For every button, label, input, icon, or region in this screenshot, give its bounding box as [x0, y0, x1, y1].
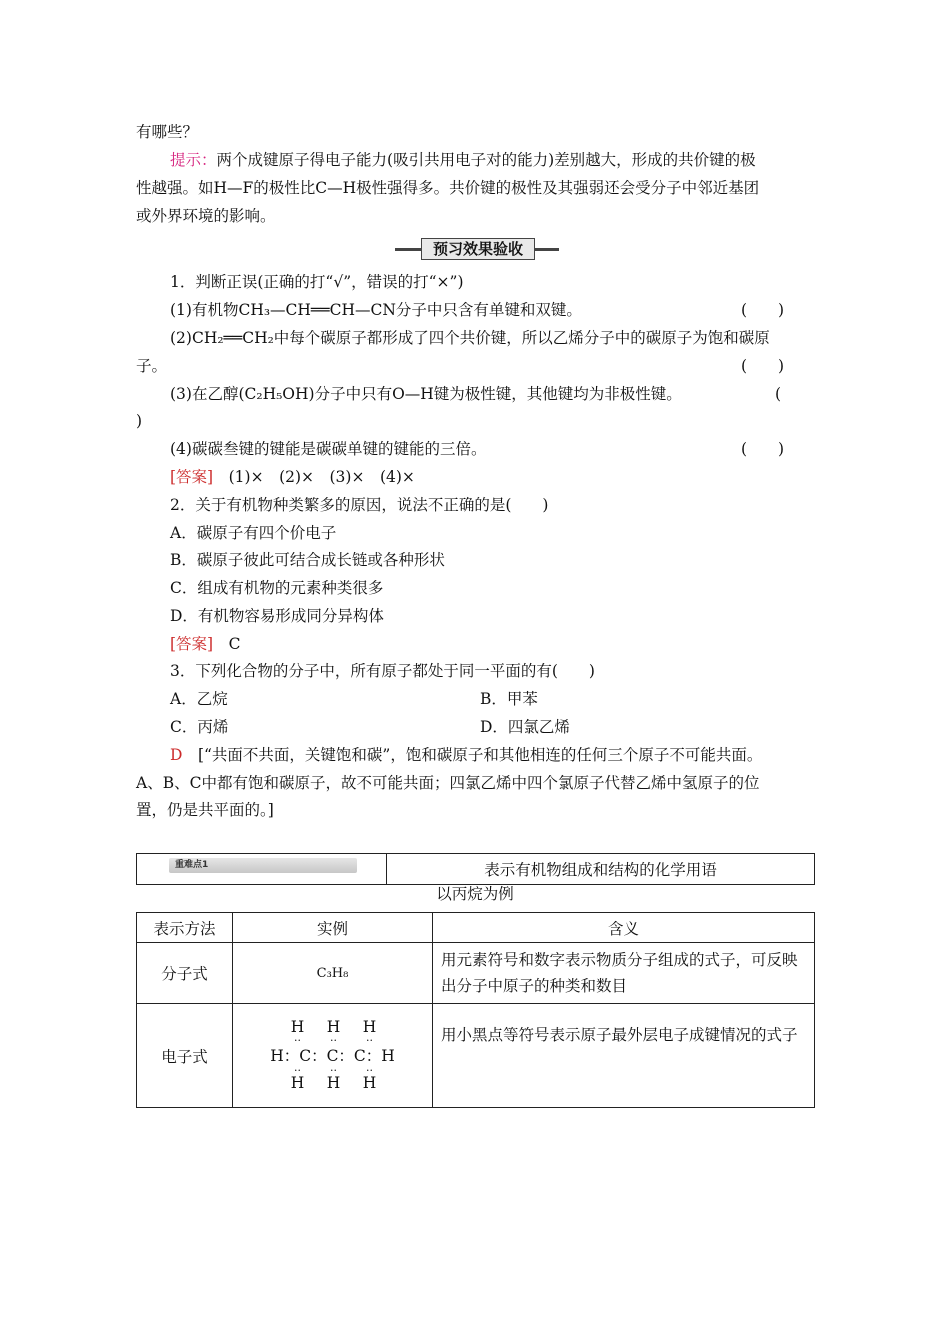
- section-banner: [395, 238, 559, 260]
- q3-option-d: D．四氯乙烯: [480, 718, 570, 736]
- header-method: 表示方法: [137, 913, 233, 943]
- q3-answer-letter: D: [170, 746, 183, 764]
- q3-explain-2: A、B、C中都有饱和碳原子，故不可能共面；四氯乙烯中四个氯原子代替乙烯中氢原子的位: [136, 774, 760, 792]
- electron-h-top-1: H: [290, 1018, 305, 1036]
- q1-stem: 1．判断正误(正确的打“√”，错误的打“×”): [170, 273, 464, 291]
- q3-option-b: B．甲苯: [480, 690, 538, 708]
- example-electron: [233, 1004, 433, 1108]
- q2-answer-label: [答案]: [170, 635, 214, 653]
- table-header-row: [137, 913, 815, 943]
- table-row: [137, 943, 815, 1004]
- q1-answer: [170, 467, 415, 487]
- electron-formula: [233, 1020, 432, 1091]
- q1-blank-4: ( ): [741, 440, 785, 458]
- representation-table: [136, 912, 815, 1108]
- key-point-title: 表示有机物组成和结构的化学用语: [387, 854, 815, 885]
- example-formula: C₃H₈: [233, 943, 433, 1004]
- table-row: [137, 1004, 815, 1108]
- method-formula: 分子式: [137, 943, 233, 1004]
- electron-h-top-3: H: [362, 1018, 377, 1036]
- header-meaning: 含义: [433, 913, 815, 943]
- q3-option-c: C．丙烯: [170, 718, 229, 736]
- q3-stem: 3．下列化合物的分子中，所有原子都处于同一平面的有( ): [170, 662, 595, 680]
- q1-item-1: (1)有机物CH₃—CH══CH—CN分子中只含有单键和双键。: [170, 301, 582, 319]
- hint-label: 提示：: [170, 151, 217, 169]
- hint-text-1: 两个成键原子得电子能力(吸引共用电子对的能力)差别越大，形成的共价键的极: [216, 151, 756, 169]
- q2-stem: 2．关于有机物种类繁多的原因，说法不正确的是( ): [170, 496, 549, 514]
- method-electron: 电子式: [137, 1004, 233, 1108]
- q2-option-c: C．组成有机物的元素种类很多: [170, 579, 384, 597]
- q3-option-a: A．乙烷: [170, 690, 228, 708]
- q3-explain-3: 置，仍是共平面的。]: [136, 801, 274, 819]
- electron-dots-top-2: ··: [330, 1033, 337, 1047]
- q2-option-b: B．碳原子彼此可结合成长链或各种形状: [170, 551, 445, 569]
- electron-h-bottom-3: H: [362, 1073, 377, 1092]
- q1-blank-3-open: (: [775, 385, 782, 403]
- table-caption: 以丙烷为例: [436, 885, 514, 903]
- question-tail: 有哪些？: [136, 123, 199, 141]
- electron-h-top-2: H: [326, 1018, 341, 1036]
- header-example: 实例: [233, 913, 433, 943]
- meaning-electron: 用小黑点等符号表示原子最外层电子成键情况的式子: [433, 1004, 815, 1108]
- q1-blank-1: ( ): [741, 301, 785, 319]
- q1-item-3: (3)在乙醇(C₂H₅OH)分子中只有O—H键为极性键，其他键均为非极性键。: [170, 385, 682, 403]
- hint-line-2: 性越强。如H—F的极性比C—H极性强得多。共价键的极性及其强弱还会受分子中邻近基团: [136, 179, 760, 197]
- section-title: 预习效果验收: [421, 238, 535, 260]
- q1-item-2: (2)CH₂══CH₂中每个碳原子都形成了四个共价键，所以乙烯分子中的碳原子为饱和碳原: [170, 329, 770, 347]
- q2-option-a: A．碳原子有四个价电子: [170, 524, 337, 542]
- q3-explain-text-1: [“共面不共面，关键饱和碳”，饱和碳原子和其他相连的任何三个原子不可能共面。: [197, 746, 763, 764]
- electron-dots-top-1: ··: [294, 1033, 301, 1047]
- electron-dots-bottom-2: ··: [330, 1063, 337, 1077]
- q1-answer-text: (1)× (2)× (3)× (4)×: [228, 468, 415, 486]
- q1-item-4: (4)碳碳叁键的键能是碳碳单键的键能的三倍。: [170, 440, 487, 458]
- key-point-header: [136, 853, 815, 885]
- q1-blank-3-close: ): [136, 412, 143, 430]
- q2-answer-text: C: [228, 635, 241, 653]
- key-point-tag-cell: [137, 854, 387, 885]
- q2-answer: [170, 634, 241, 654]
- electron-dots-bottom-1: ··: [294, 1063, 301, 1077]
- meaning-formula: 用元素符号和数字表示物质分子组成的式子，可反映出分子中原子的种类和数目: [433, 943, 815, 1004]
- hint-line-1: [170, 150, 756, 170]
- electron-h-bottom-1: H: [290, 1073, 305, 1092]
- q1-answer-label: [答案]: [170, 468, 214, 486]
- q2-option-d: D．有机物容易形成同分异构体: [170, 607, 384, 625]
- electron-dots-top-3: ··: [366, 1033, 373, 1047]
- q1-blank-2: ( ): [741, 357, 785, 375]
- electron-h-bottom-2: H: [326, 1073, 341, 1092]
- key-point-tag: 重难点1: [169, 858, 357, 873]
- q1-item-2-cont: 子。: [136, 357, 168, 375]
- q3-explain-1: [170, 745, 762, 765]
- electron-middle-row: H：C：C：C：H: [270, 1046, 395, 1065]
- hint-line-3: 或外界环境的影响。: [136, 207, 276, 225]
- electron-dots-bottom-3: ··: [366, 1063, 373, 1077]
